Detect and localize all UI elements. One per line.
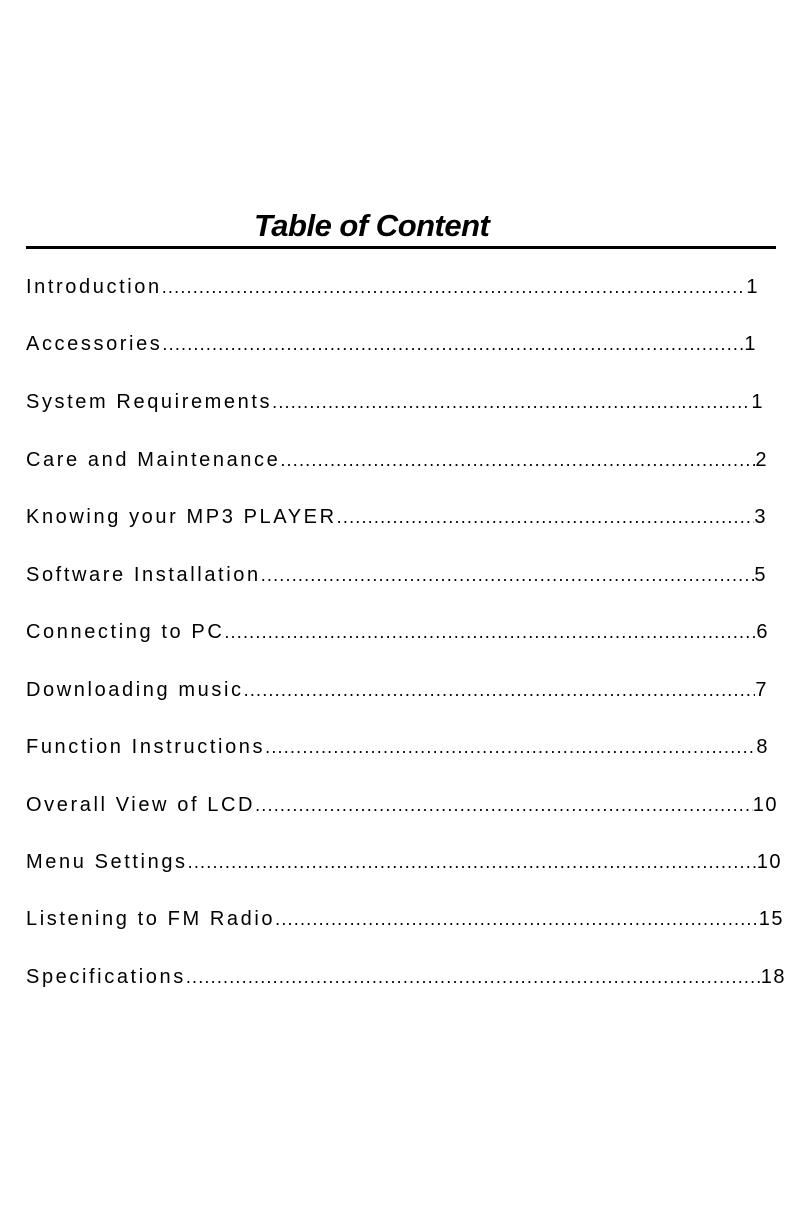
toc-dot-leader: [275, 904, 759, 934]
toc-entry-function-instructions[interactable]: [26, 732, 769, 762]
toc-entry-page: 10: [752, 794, 778, 816]
toc-entry-listening-to-fm-radio[interactable]: [26, 904, 784, 934]
toc-entry-software-installation[interactable]: [26, 560, 767, 590]
toc-dot-leader: [188, 847, 757, 877]
toc-entry-label: Specifications: [26, 966, 186, 988]
toc-entry-label: Introduction: [26, 276, 162, 298]
toc-entry-page: 18: [760, 966, 786, 988]
toc-entry-page: 3: [754, 506, 767, 528]
toc-entry-page: 1: [746, 276, 759, 298]
toc-entry-label: Overall View of LCD: [26, 794, 256, 816]
toc-entry-page: 1: [744, 333, 757, 355]
toc-entry-page: 1: [751, 391, 764, 413]
toc-dot-leader: [162, 329, 744, 359]
toc-entry-label: Care and Maintenance: [26, 449, 281, 471]
toc-entry-page: 10: [756, 851, 782, 873]
page-title: Table of Content: [254, 208, 490, 243]
toc-entry-knowing-your-mp3-player[interactable]: [26, 502, 767, 532]
toc-entry-page: 2: [755, 449, 768, 471]
toc-entry-label: Accessories: [26, 333, 163, 355]
toc-entry-care-and-maintenance[interactable]: [26, 445, 768, 475]
toc-entry-system-requirements[interactable]: [26, 387, 764, 417]
toc-entry-introduction[interactable]: [26, 272, 759, 302]
title-rule: [26, 206, 776, 249]
toc-dot-leader: [186, 962, 761, 992]
toc-entry-connecting-to-pc[interactable]: [26, 617, 769, 647]
toc-entry-accessories[interactable]: [26, 329, 757, 359]
toc-dot-leader: [265, 732, 756, 762]
toc-entry-page: 15: [758, 908, 784, 930]
toc-entry-page: 5: [754, 564, 767, 586]
toc-entry-label: System Requirements: [26, 391, 273, 413]
toc-entry-downloading-music[interactable]: [26, 675, 768, 705]
toc-entry-label: Knowing your MP3 PLAYER: [26, 506, 337, 528]
toc-dot-leader: [280, 445, 755, 475]
toc-entry-overall-view-of-lcd[interactable]: [26, 790, 778, 820]
toc-entry-page: 7: [755, 679, 768, 701]
toc-dot-leader: [255, 790, 753, 820]
toc-entry-label: Function Instructions: [26, 736, 266, 758]
toc-entry-label: Connecting to PC: [26, 621, 225, 643]
toc-entry-specifications[interactable]: [26, 962, 786, 992]
toc-entry-label: Downloading music: [26, 679, 244, 701]
toc-entry-page: 8: [756, 736, 769, 758]
toc-entry-label: Listening to FM Radio: [26, 908, 276, 930]
toc-entry-label: Menu Settings: [26, 851, 188, 873]
toc-dot-leader: [224, 617, 756, 647]
toc-dot-leader: [337, 502, 755, 532]
toc-entry-menu-settings[interactable]: [26, 847, 782, 877]
toc-entry-page: 6: [756, 621, 769, 643]
toc-entry-label: Software Installation: [26, 564, 261, 586]
toc-dot-leader: [261, 560, 755, 590]
toc-dot-leader: [244, 675, 756, 705]
toc-dot-leader: [162, 272, 747, 302]
toc-dot-leader: [272, 387, 751, 417]
